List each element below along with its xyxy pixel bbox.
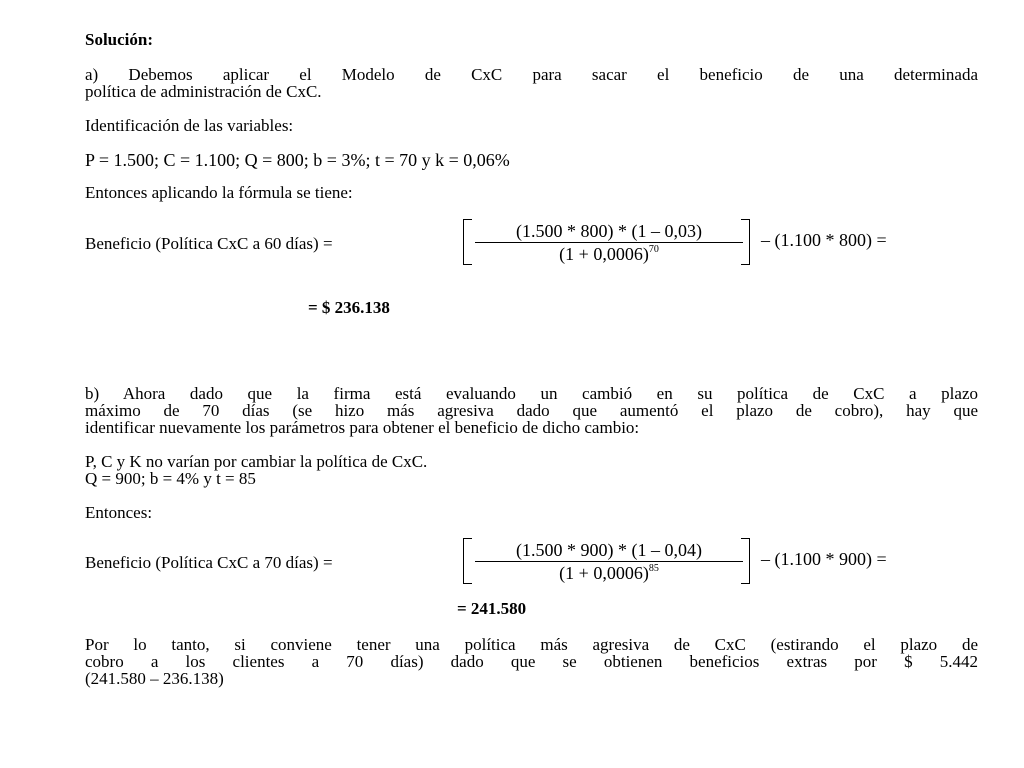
formula-b-right-bracket: [741, 538, 750, 584]
formula-b: [85, 538, 965, 588]
formula-a-label: Beneficio (Política CxC a 60 días) =: [85, 234, 333, 253]
formula-a-exponent: 70: [648, 244, 659, 255]
formula-b-denominator-base: (1 + 0,0006): [559, 563, 649, 583]
solution-heading: Solución:: [85, 30, 154, 49]
formula-b-left-bracket: [463, 538, 472, 584]
formula-a-right-bracket: [741, 219, 750, 265]
formula-a-denominator-base: (1 + 0,0006): [559, 244, 649, 264]
apply-formula-text: Entonces aplicando la fórmula se tiene:: [85, 183, 353, 202]
part-b-intro-line-1: b) Ahora dado que la firma está evaluando un cambió en su política de CxC a plazo: [85, 384, 978, 403]
formula-a-tail: – (1.100 * 800) =: [761, 230, 887, 250]
variables-title: Identificación de las variables:: [85, 116, 294, 135]
part-a-intro-line-1: a) Debemos aplicar el Modelo de CxC para sacar el beneficio de una determinada: [85, 65, 978, 84]
formula-a: [85, 219, 965, 269]
formula-a-denominator: [473, 244, 745, 265]
formula-b-numerator: (1.500 * 900) * (1 – 0,04): [516, 540, 702, 560]
formula-a-left-bracket: [463, 219, 472, 265]
variables-line: P = 1.500; C = 1.100; Q = 800; b = 3%; t = 70 y k = 0,06%: [85, 150, 510, 170]
formula-a-fraction-line: [475, 242, 743, 243]
part-b-intro-line-3: identificar nuevamente los parámetros para obtener el beneficio de dicho cambio:: [85, 418, 640, 437]
formula-b-label: Beneficio (Política CxC a 70 días) =: [85, 553, 333, 572]
conclusion-line-1: Por lo tanto, si conviene tener una política más agresiva de CxC (estirando el plazo de: [85, 635, 978, 654]
result-a: = $ 236.138: [308, 298, 390, 317]
conclusion-line-3: (241.580 – 236.138): [85, 669, 224, 688]
result-b: = 241.580: [457, 599, 527, 618]
formula-b-tail: – (1.100 * 900) =: [761, 549, 887, 569]
formula-b-denominator: [473, 563, 745, 584]
formula-a-numerator: (1.500 * 800) * (1 – 0,03): [516, 221, 702, 241]
part-b-intro-line-2: máximo de 70 días (se hizo más agresiva dado que aumentó el plazo de cobro), hay que: [85, 401, 978, 420]
formula-b-fraction-line: [475, 561, 743, 562]
unchanged-params: P, C y K no varían por cambiar la política de CxC.: [85, 452, 428, 471]
part-a-intro-line-2: política de administración de CxC.: [85, 82, 322, 101]
formula-b-exponent: 85: [648, 563, 659, 574]
changed-params: Q = 900; b = 4% y t = 85: [85, 469, 256, 488]
conclusion-line-2: cobro a los clientes a 70 días) dado que se obtienen beneficios extras por $ 5.442: [85, 652, 978, 671]
then-text: Entonces:: [85, 503, 153, 522]
